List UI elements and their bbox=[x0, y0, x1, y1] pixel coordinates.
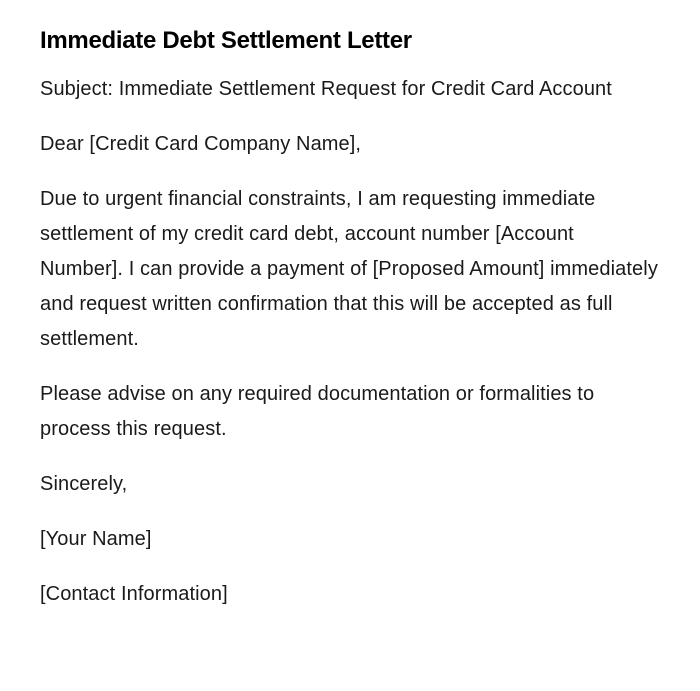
body-paragraph-1: Due to urgent financial constraints, I am requesting immediate settlement of my credit card debt, account number [Account Number]. I can provide a payment of [Proposed Amount] immediately and request written confirmation that this will be accepted as full settlement. bbox=[40, 188, 658, 350]
signature-name: [Your Name] bbox=[40, 528, 152, 550]
letter-page bbox=[40, 24, 660, 632]
subject-line: Subject: Immediate Settlement Request for Credit Card Account bbox=[40, 78, 612, 100]
closing: Sincerely, bbox=[40, 473, 128, 495]
body-paragraph-2: Please advise on any required documentation or formalities to process this request. bbox=[40, 383, 595, 440]
salutation: Dear [Credit Card Company Name], bbox=[40, 133, 362, 155]
contact-information: [Contact Information] bbox=[40, 583, 228, 605]
letter-title: Immediate Debt Settlement Letter bbox=[40, 27, 412, 54]
